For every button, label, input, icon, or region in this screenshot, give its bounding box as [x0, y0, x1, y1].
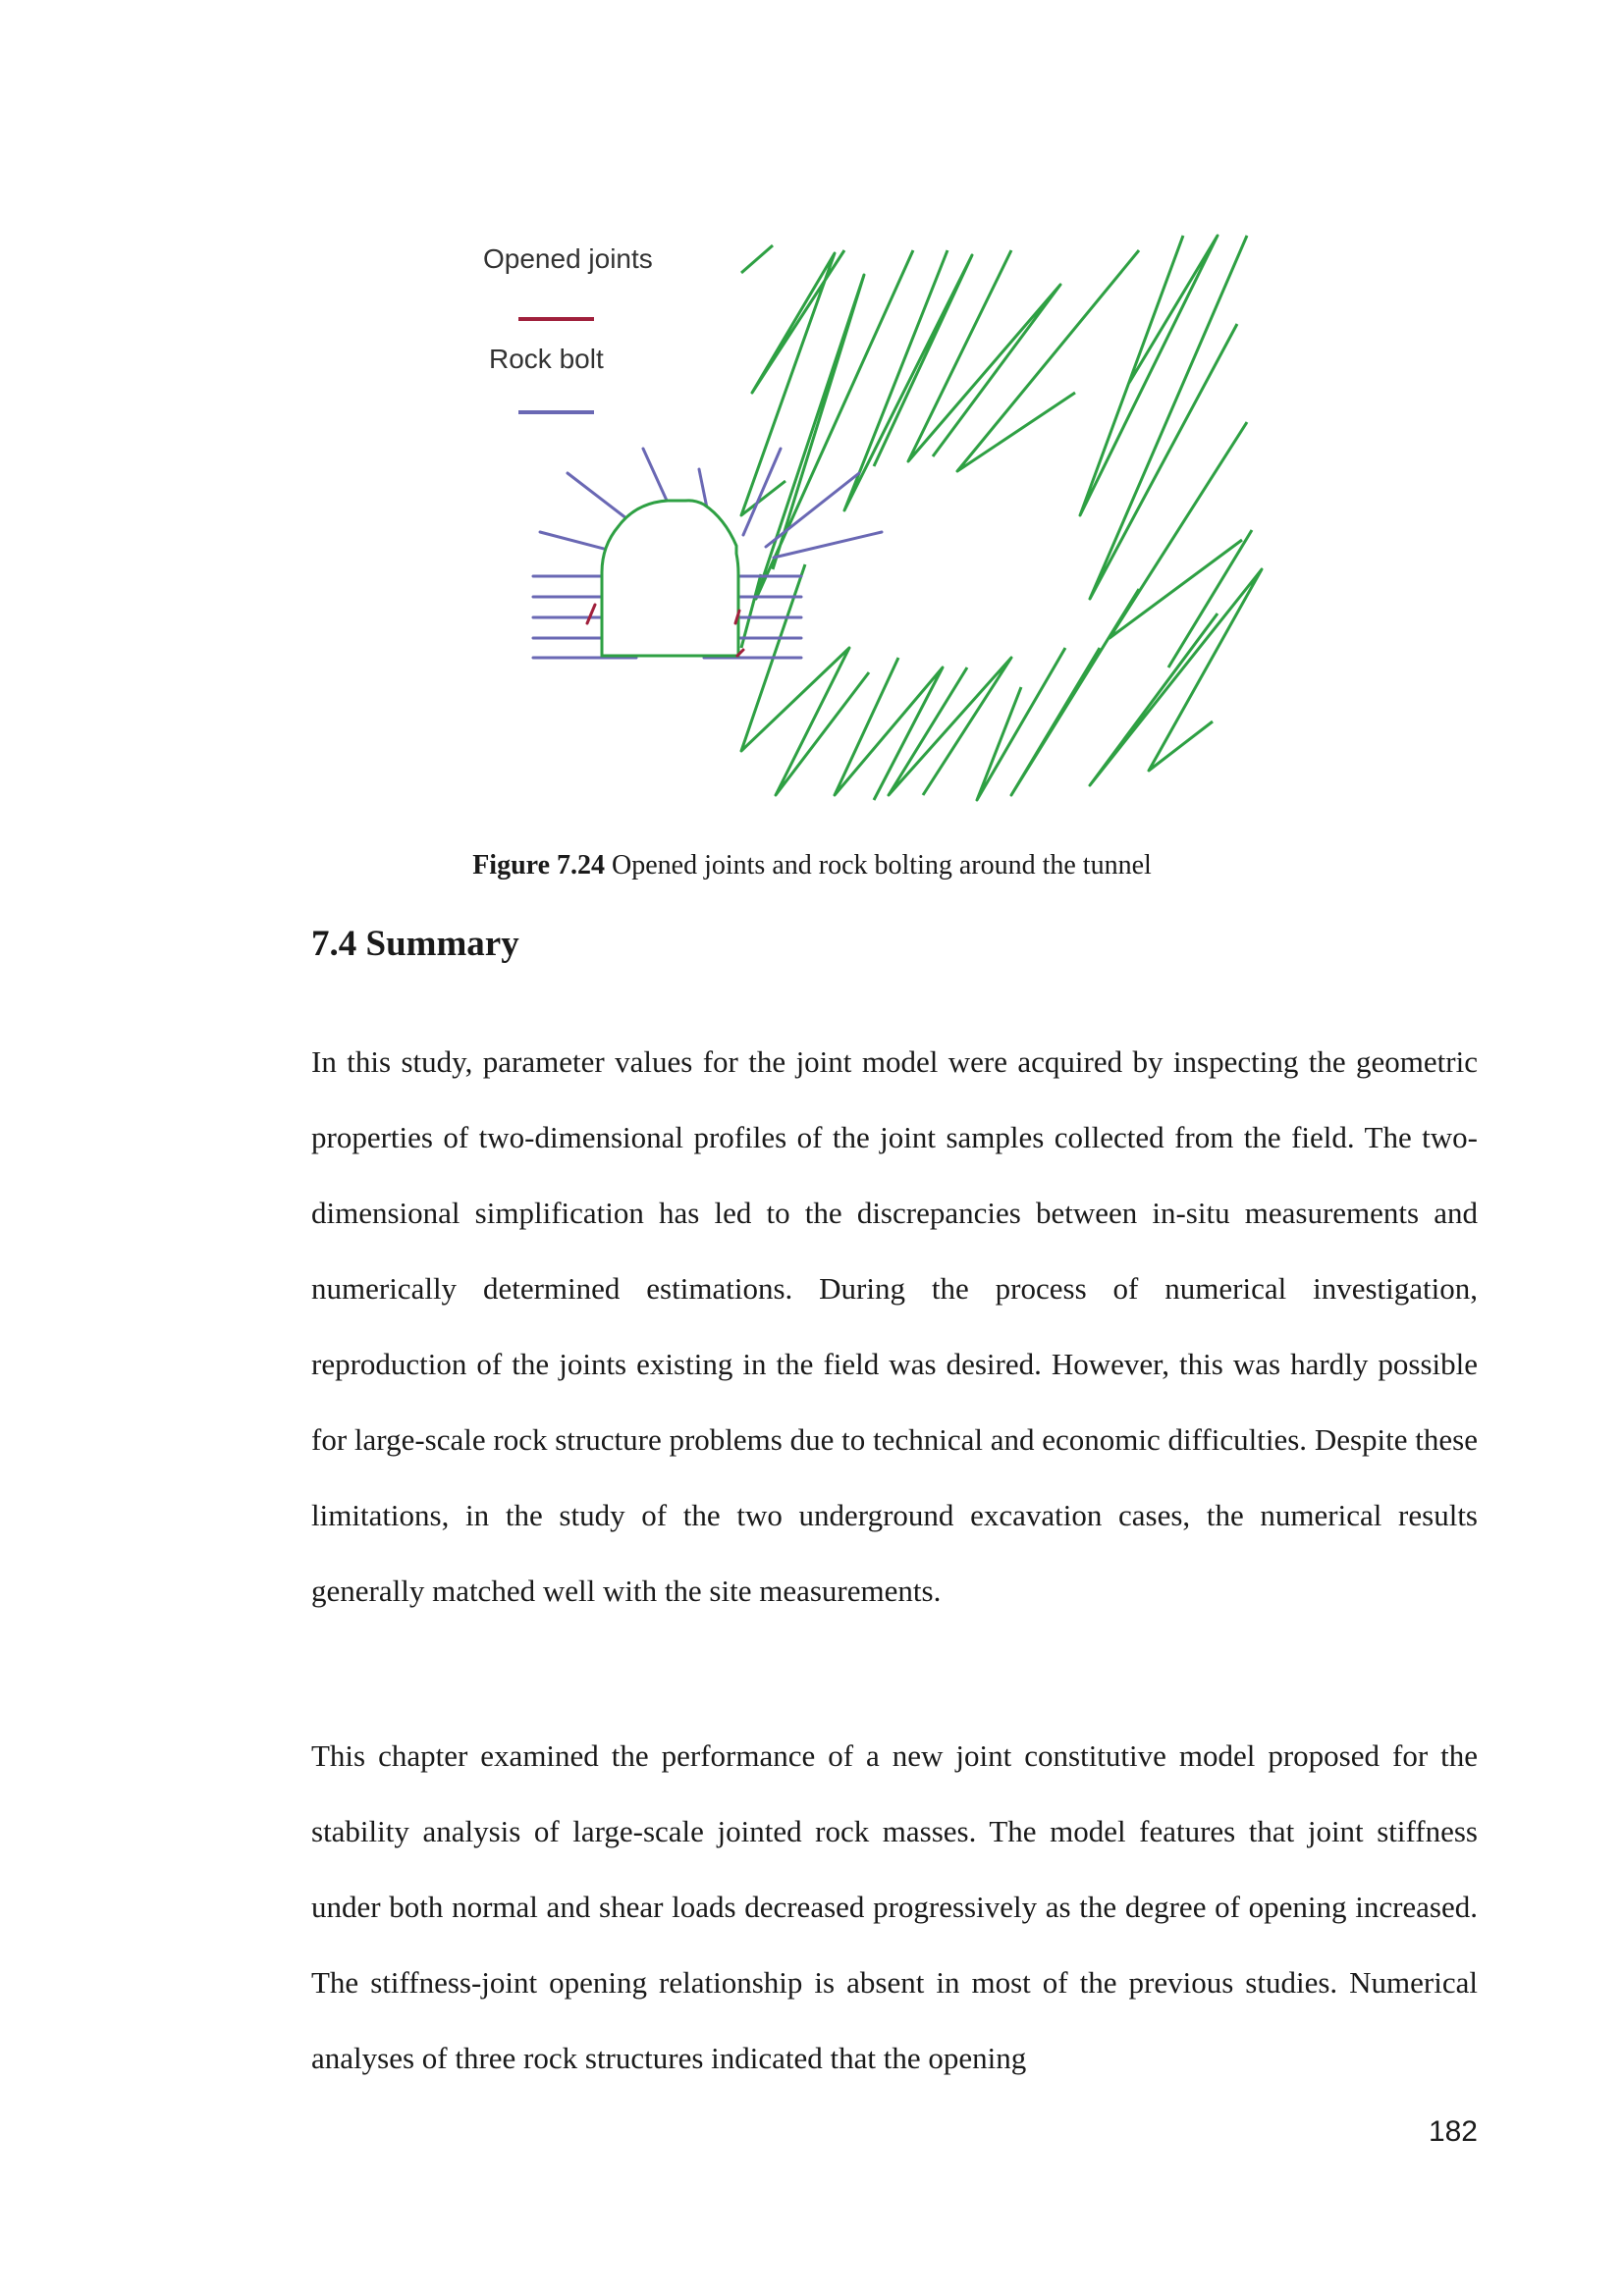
rock-bolt	[774, 532, 882, 558]
figure-caption-label: Figure 7.24	[472, 850, 606, 881]
page-number: 182	[1428, 2115, 1478, 2148]
opened-joint	[587, 605, 595, 623]
figure-joints-rock-bolting	[461, 216, 1276, 825]
joint-trace	[908, 250, 1060, 461]
joint-trace	[957, 250, 1139, 471]
joint-trace	[756, 250, 913, 599]
joint-trace	[835, 658, 943, 800]
legend-rock-bolt-label: Rock bolt	[489, 344, 604, 374]
joint-trace	[844, 250, 972, 510]
joint-trace	[1090, 569, 1262, 785]
summary-paragraph-2: This chapter examined the performance of a new joint constitutive model proposed for the stability analysis of large-scale jointed rock masses. The model features that joint stiffness under both normal and shear loads decreased progressively as the degree of opening increased. The stiffness-joint opening relationship is absent in most of the previous studies. Numerical analyses of three rock structures indicated that the opening	[311, 1738, 1478, 2075]
joint-network-diagram	[461, 216, 1276, 825]
section-heading: 7.4 Summary	[311, 924, 519, 964]
summary-paragraph-1: In this study, parameter values for the joint model were acquired by inspecting the geometric properties of two-dimensional profiles of the joint samples collected from the field. The two-dimensional simplification has led to the discrepancies between in-situ measurements and numerically determined estimations. During the process of numerical investigation, reproduction of the joints existing in the field was desired. However, this was hardly possible for large-scale rock structure problems due to technical and economic difficulties. Despite these limitations, in the study of the two underground excavation cases, the numerical results generally matched well with the site measurements.	[311, 1044, 1478, 1608]
legend-opened-joints-label: Opened joints	[483, 243, 653, 274]
joint-trace	[1080, 236, 1218, 515]
joint-trace	[1011, 589, 1139, 795]
figure-caption	[0, 846, 1624, 885]
joint-network	[741, 236, 1262, 800]
joint-trace	[741, 245, 773, 273]
figure-caption-text: Opened joints and rock bolting around the tunnel	[605, 850, 1152, 881]
tunnel-outline	[602, 501, 738, 656]
